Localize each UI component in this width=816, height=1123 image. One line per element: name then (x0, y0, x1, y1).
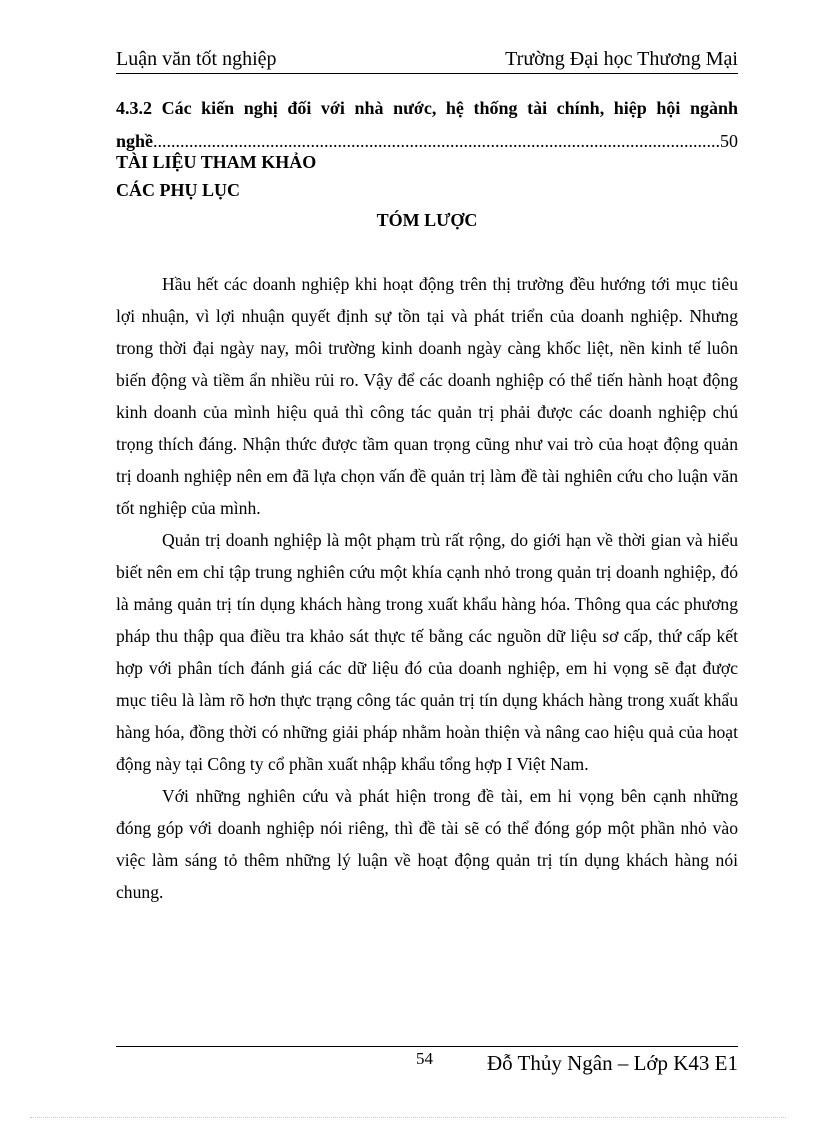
toc-entry-title-continued: nghề (116, 131, 154, 151)
page-footer (116, 1046, 738, 1087)
summary-heading: TÓM LƯỢC (376, 210, 478, 230)
header-university: Trường Đại học Thương Mại (505, 48, 738, 70)
toc-appendices: CÁC PHỤ LỤC (116, 180, 240, 200)
toc-entry-page: 50 (720, 131, 738, 151)
summary-paragraph-3: Với những nghiên cứu và phát hiện trong đề tài, em hi vọng bên cạnh những đóng góp với doanh nghiệp nói riêng, thì đề tài sẽ có thể đóng góp một phần nhỏ vào việc làm sáng tỏ thêm những lý luận về hoạt động quản trị tín dụng khách hàng nói chung. (116, 786, 738, 902)
footer-author: Đỗ Thủy Ngân – Lớp K43 E1 (486, 1051, 738, 1075)
summary-paragraph-2: Quản trị doanh nghiệp là một phạm trù rất rộng, do giới hạn về thời gian và hiểu biết nên em chỉ tập trung nghiên cứu một khía cạnh nhỏ trong quản trị doanh nghiệp, đó là mảng quản trị tín dụng khách hàng trong xuất khẩu hàng hóa. Thông qua các phương pháp thu thập qua điều tra khảo sát thực tế bằng các nguồn dữ liệu sơ cấp, thứ cấp kết hợp với phân tích đánh giá các dữ liệu đó của doanh nghiệp, em hi vọng sẽ đạt được mục tiêu là làm rõ hơn thực trạng công tác quản trị tín dụng khách hàng trong xuất khẩu hàng hóa, đồng thời có những giải pháp nhằm hoàn thiện và nâng cao hiệu quả của hoạt động này tại Công ty cổ phần xuất nhập khẩu tổng hợp I Việt Nam. (116, 530, 738, 774)
page-bottom-border (30, 1117, 786, 1118)
toc-references: TÀI LIỆU THAM KHẢO (116, 152, 317, 172)
toc-entry-title: 4.3.2 Các kiến nghị đối với nhà nước, hệ thống tài chính, hiệp hội ngành (116, 98, 738, 118)
header-thesis-label: Luận văn tốt nghiệp (116, 48, 277, 70)
toc-entry-4-3-2 (116, 92, 738, 158)
summary-body (116, 268, 738, 908)
page-number: 54 (416, 1049, 433, 1068)
page-header (116, 46, 738, 74)
summary-paragraph-1: Hầu hết các doanh nghiệp khi hoạt động trên thị trường đều hướng tới mục tiêu lợi nhuận, vì lợi nhuận quyết định sự tồn tại và phát triển của doanh nghiệp. Nhưng trong thời đại ngày nay, môi trường kinh doanh ngày càng khốc liệt, nền kinh tế luôn biến động và tiềm ẩn nhiều rủi ro. Vậy để các doanh nghiệp có thể tiến hành hoạt động kinh doanh của mình hiệu quả thì công tác quản trị phải được các doanh nghiệp chú trọng thích đáng. Nhận thức được tầm quan trọng cũng như vai trò của hoạt động quản trị doanh nghiệp nên em đã lựa chọn vấn đề quản trị làm đề tài nghiên cứu cho luận văn tốt nghiệp của mình. (116, 274, 738, 518)
